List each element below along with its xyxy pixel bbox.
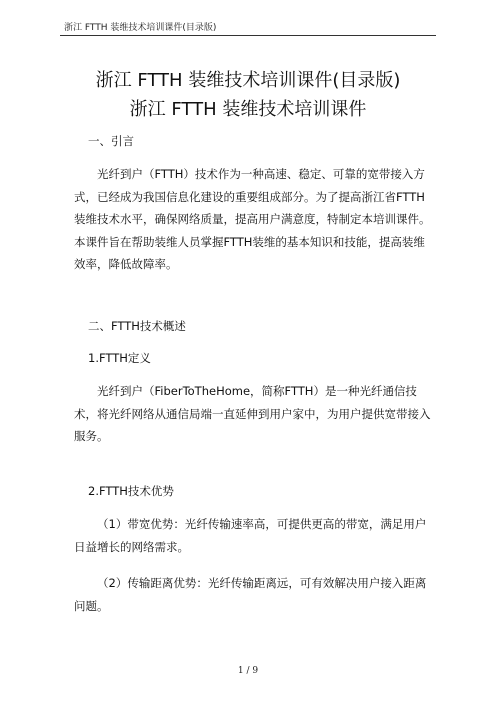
header-divider — [60, 35, 436, 36]
subsection-heading-advantages: 2.FTTH技术优势 — [88, 484, 174, 498]
running-header: 浙江 FTTH 装维技术培训课件(目录版) — [64, 23, 217, 33]
subsection-heading-definition: 1.FTTH定义 — [88, 351, 151, 365]
document-title: 浙江 FTTH 装维技术培训课件(目录版) — [95, 70, 401, 91]
section-heading-intro: 一、引言 — [88, 134, 134, 148]
page-number: 1 / 9 — [237, 666, 259, 676]
advantage-distance: （2）传输距离优势：光纤传输距离远，可有效解决用户接入距离问题。 — [74, 576, 427, 613]
advantage-bandwidth: （1）带宽优势：光纤传输速率高，可提供更高的带宽，满足用户日益增长的网络需求。 — [74, 517, 427, 554]
section-heading-overview: 二、FTTH技术概述 — [88, 319, 186, 333]
definition-paragraph: 光纤到户（FiberToTheHome，简称FTTH）是一种光纤通信技术，将光纤网络从通信局端一直延伸到用户家中，为用户提供宽带接入服务。 — [74, 384, 431, 444]
document-subtitle: 浙江 FTTH 装维技术培训课件 — [129, 99, 367, 120]
intro-paragraph: 光纤到户（FTTH）技术作为一种高速、稳定、可靠的宽带接入方式，已经成为我国信息化建设的重要组成部分。为了提高浙江省FTTH装维技术水平，确保网络质量，提高用户满意度，特制定本培训课件。本课件旨在帮助装维人员掌握FTTH装维的基本知识和技能，提高装维效率，降低故障率。 — [74, 167, 431, 272]
